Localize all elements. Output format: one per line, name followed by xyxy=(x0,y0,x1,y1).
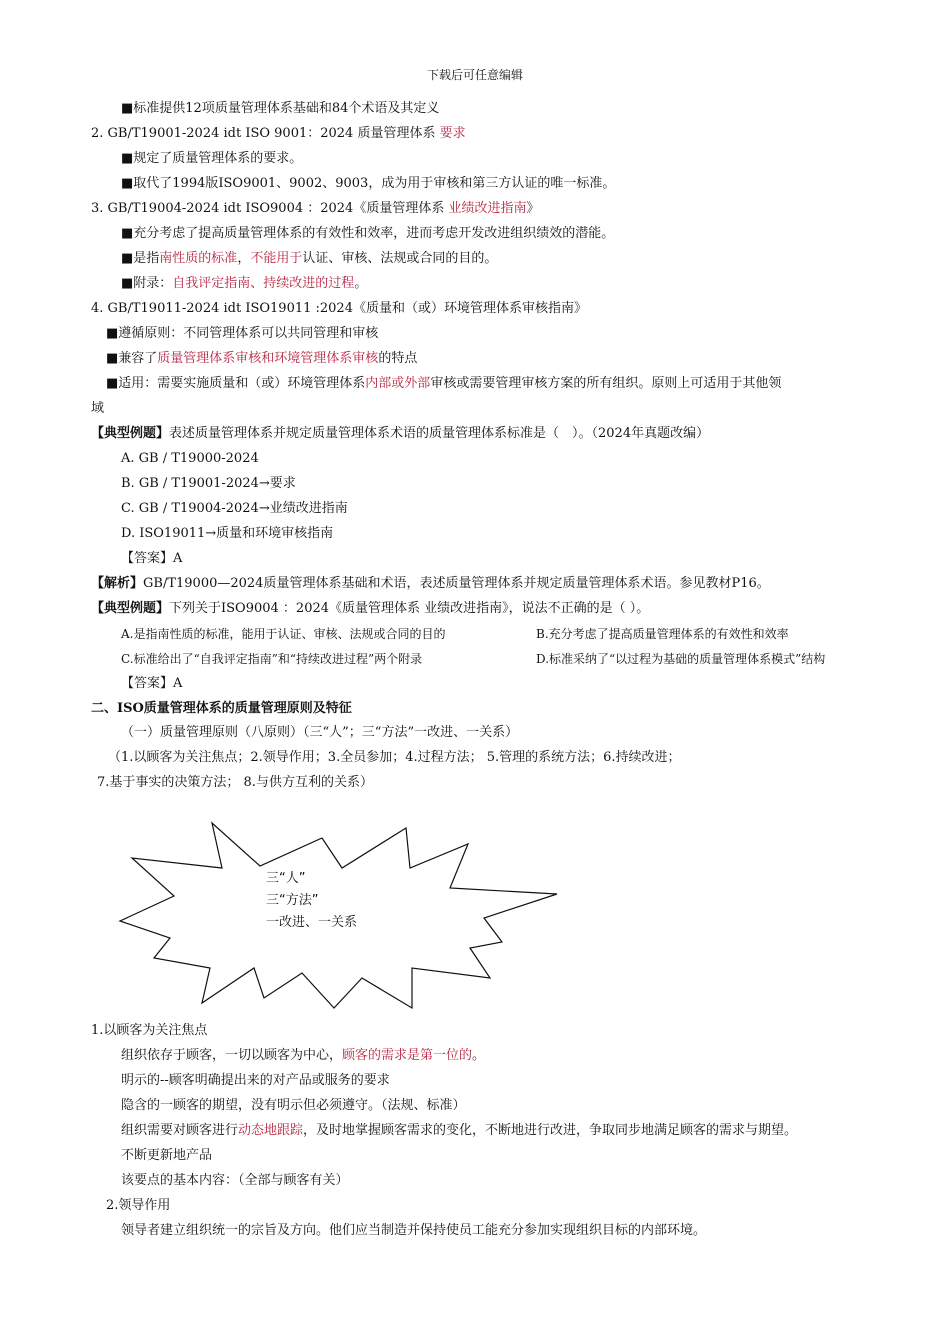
option-b: B. GB / T19001-2024→要求 xyxy=(121,476,296,491)
burst-line: 三“方法” xyxy=(266,893,319,908)
option-c: C.标准给出了“自我评定指南”和“持续改进过程”两个附录 xyxy=(121,652,423,666)
burst-line: 三“人” xyxy=(266,871,306,886)
text-line: ■规定了质量管理体系的要求。 xyxy=(121,151,303,166)
text-line: ■兼容了质量管理体系审核和环境管理体系审核的特点 xyxy=(106,351,418,366)
text-line: ■标准提供12项质量管理体系基础和84个术语及其定义 xyxy=(121,101,440,116)
text-line: 域 xyxy=(91,401,105,416)
answer-2: 【答案】A xyxy=(121,676,183,691)
item-3-heading: 3. GB/T19004-2024 idt ISO9004 ：2024《质量管理体系 业绩改进指南》 xyxy=(91,201,540,216)
text-line: ■充分考虑了提高质量管理体系的有效性和效率，进而考虑开发改进组织绩效的潜能。 xyxy=(121,226,615,241)
text-line: ■附录：自我评定指南、持续改进的过程。 xyxy=(121,276,368,291)
principles-list: （1.以顾客为关注焦点；2.领导作用；3.全员参加；4.过程方法； 5.管理的系统方法；6.持续改进； xyxy=(108,750,681,765)
text-line: ■是指南性质的标准，不能用于认证、审核、法规或合同的目的。 xyxy=(121,251,498,266)
answer-1: 【答案】A xyxy=(121,551,183,566)
section-heading: 二、ISO质量管理体系的质量管理原则及特征 xyxy=(91,701,352,716)
principles-list: 7.基于事实的决策方法； 8.与供方互利的关系） xyxy=(97,775,373,790)
option-a: A. GB / T19000-2024 xyxy=(121,451,259,466)
option-a: A.是指南性质的标准，能用于认证、审核、法规或合同的目的 xyxy=(121,627,446,641)
option-d: D.标准采纳了“以过程为基础的质量管理体系模式”结构 xyxy=(536,652,826,666)
option-b: B.充分考虑了提高质量管理体系的有效性和效率 xyxy=(536,627,789,641)
burst-line: 一改进、一关系 xyxy=(266,915,358,930)
text-line: 组织需要对顾客进行动态地跟踪，及时地掌握顾客需求的变化，不断地进行改进，争取同步地满足顾客的需求与期望。 xyxy=(121,1123,798,1138)
text-line: 领导者建立组织统一的宗旨及方向。他们应当制造并保持使员工能充分参加实现组织目标的内部环境。 xyxy=(121,1223,707,1238)
text-line: ■适用：需要实施质量和（或）环境管理体系内部或外部审核或需要管理审核方案的所有组织。原则上可适用于其他领 xyxy=(106,376,782,391)
text-line: ■遵循原则：不同管理体系可以共同管理和审核 xyxy=(106,326,379,341)
text-line: 明示的--顾客明确提出来的对产品或服务的要求 xyxy=(121,1073,390,1088)
item-2-heading: 2. GB/T19001-2024 idt ISO 9001：2024 质量管理体系 要求 xyxy=(91,126,466,141)
item-4-heading: 4. GB/T19011-2024 idt ISO19011 :2024《质量和（或）环境管理体系审核指南》 xyxy=(91,301,587,316)
example-question-2: 【典型例题】下列关于ISO9004 ：2024《质量管理体系 业绩改进指南》，说法不正确的是（ ）。 xyxy=(91,601,650,616)
text-line: 组织依存于顾客，一切以顾客为中心，顾客的需求是第一位的。 xyxy=(121,1048,486,1063)
option-c: C. GB / T19004-2024→业绩改进指南 xyxy=(121,501,348,516)
option-d: D. ISO19011→质量和环境审核指南 xyxy=(121,526,334,541)
subsection-heading: （一）质量管理原则（八原则）（三“人”；三“方法”一改进、一关系） xyxy=(121,725,519,740)
analysis: 【解析】GB/T19000—2024质量管理体系基础和术语，表述质量管理体系并规定质量管理体系术语。参见教材P16。 xyxy=(91,576,770,591)
text-line: 不断更新地产品 xyxy=(121,1148,213,1163)
example-question-1: 【典型例题】表述质量管理体系并规定质量管理体系术语的质量管理体系标准是（ ）。（2024年真题改编） xyxy=(91,426,710,441)
text-line: 该要点的基本内容：（全部与顾客有关） xyxy=(121,1173,349,1188)
text-line: 隐含的一顾客的期望，没有明示但必须遵守。（法规、标准） xyxy=(121,1098,466,1113)
principle-2-heading: 2.领导作用 xyxy=(106,1198,171,1213)
text-line: ■取代了1994版ISO9001、9002、9003，成为用于审核和第三方认证的唯一标准。 xyxy=(121,176,616,191)
principle-1-heading: 1.以顾客为关注焦点 xyxy=(91,1023,208,1038)
page-header: 下载后可任意编辑 xyxy=(426,68,523,82)
